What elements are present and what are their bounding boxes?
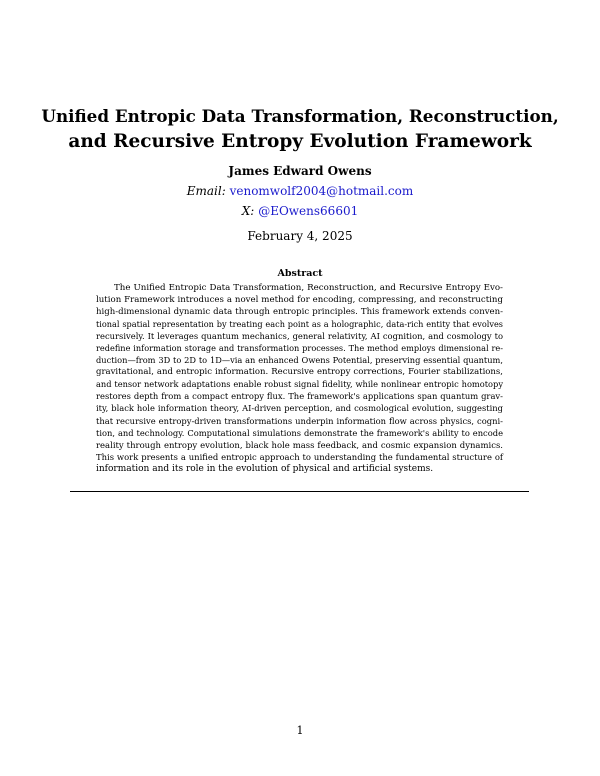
title-line-2: and Recursive Entropy Evolution Framework xyxy=(68,131,532,152)
abstract-line: gravitational, and entropic information. Recursive entropy corrections, Fourier stabilizations, xyxy=(96,367,503,378)
abstract-line: restores depth from a compact entropy flux. The framework's applications span quantum grav- xyxy=(96,391,503,402)
x-label: X: xyxy=(241,204,255,218)
abstract-line: reality through entropy evolution, black hole mass feedback, and cosmic expansion dynamics. xyxy=(96,439,503,450)
abstract-line: duction—from 3D to 2D to 1D—via an enhanced Owens Potential, preserving essential quantum, xyxy=(96,355,503,366)
x-handle-line xyxy=(0,204,600,218)
abstract-line: tion, and technology. Computational simulations demonstrate the framework's ability to encode xyxy=(96,427,503,438)
publication-date: February 4, 2025 xyxy=(247,229,353,243)
abstract-line: ity, black hole information theory, AI-driven perception, and cosmological evolution, suggesting xyxy=(96,403,503,414)
abstract-line: This work presents a unified entropic approach to understanding the fundamental structure of xyxy=(96,451,503,462)
abstract-body xyxy=(96,282,503,475)
abstract-line: redefine information storage and transformation processes. The method employs dimensional re- xyxy=(96,343,503,354)
abstract-line: lution Framework introduces a novel method for encoding, compressing, and reconstructing xyxy=(96,295,503,306)
abstract-line: and tensor network adaptations enable robust signal fidelity, while nonlinear entropic homotopy xyxy=(96,379,503,390)
title-line-1: Unified Entropic Data Transformation, Reconstruction, xyxy=(41,106,559,126)
abstract-line: tional spatial representation by treating each point as a holographic, data-rich entity that evolves xyxy=(96,319,503,330)
paper-title xyxy=(40,104,560,154)
abstract-line: The Unified Entropic Data Transformation, Reconstruction, and Recursive Entropy Evo- xyxy=(114,283,503,293)
abstract-heading: Abstract xyxy=(277,268,323,279)
abstract-line: high-dimensional dynamic data through entropic principles. This framework extends conven- xyxy=(96,307,503,318)
email-label: Email: xyxy=(186,184,226,198)
page-number: 1 xyxy=(296,724,304,737)
abstract-line: recursively. It leverages quantum mechanics, general relativity, AI cognition, and cosmology to xyxy=(96,331,503,342)
email-line xyxy=(0,184,600,198)
author-name: James Edward Owens xyxy=(228,164,372,178)
email-link[interactable]: venomwolf2004@hotmail.com xyxy=(229,184,414,198)
x-handle-link[interactable]: @EOwens66601 xyxy=(258,204,359,218)
abstract-line: that recursive entropy-driven transformations underpin information flow across physics, cogni- xyxy=(96,415,503,426)
abstract-line: information and its role in the evolution of physical and artificial systems. xyxy=(96,463,434,474)
section-divider xyxy=(70,491,529,492)
